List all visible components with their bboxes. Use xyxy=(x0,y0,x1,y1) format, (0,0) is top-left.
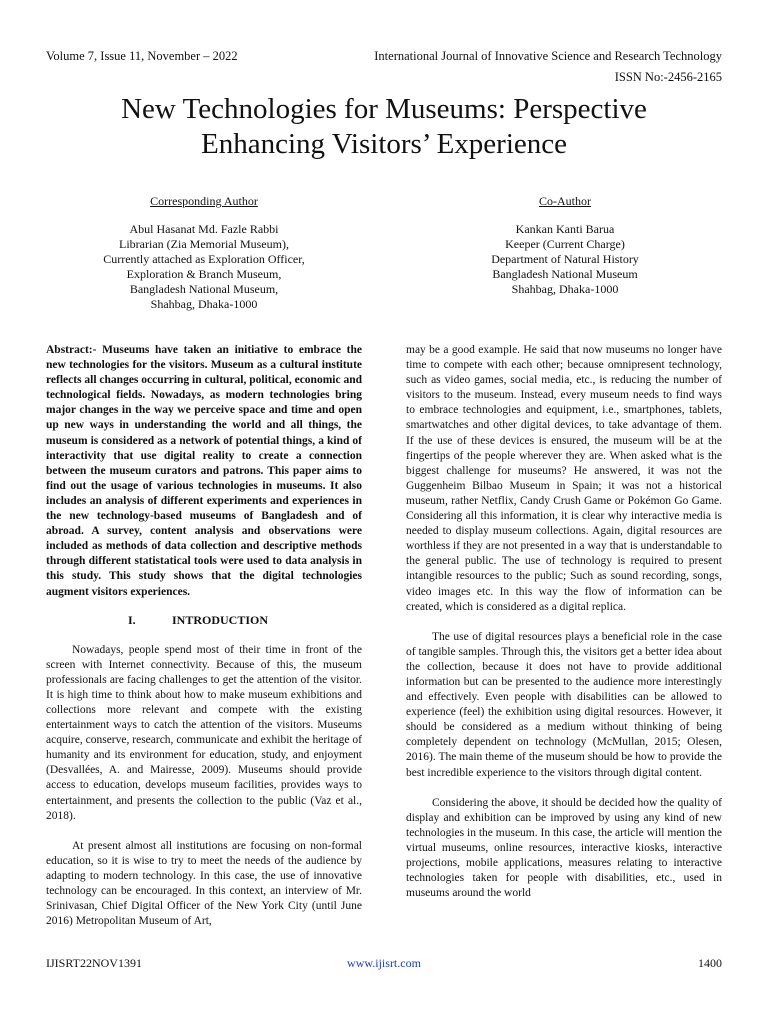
corresponding-author-block xyxy=(64,194,344,312)
abstract: Abstract:- Museums have taken an initiative to embrace the new technologies for the visitors. Museum as a cultural institute reflects all changes occurring in cultural, political, economic and technological fields. Nowadays, as modern technologies bring major changes in the way we perceive space and time and open up new ways in understanding the world and all things, the museum is considered as a network of potential things, a kind of interactivity that use digital reality to create a connection between the museum curators and patrons. This paper aims to find out the usage of various technologies in museums. It also includes an analysis of different experiments and experiences in the new technology-based museums of Bangladesh and of abroad. A survey, content analysis and observations were included as methods of data collection and descriptive methods through different statistatical tools were used to data analysis in this study. This study shows that the digital technologies augment visitors experiences. xyxy=(46,344,363,598)
author-line: Kankan Kanti Barua xyxy=(515,222,615,236)
author-line: Keeper (Current Charge) xyxy=(505,237,625,251)
paper-title xyxy=(60,92,708,162)
right-paragraph-2: The use of digital resources plays a beneficial role in the case of tangible samples. Through this, the visitors get a better idea about the collection, because it does not have to provide additional information but can be presented to the audience more interestingly and effectively. Even people with disabilities can be allowed to experience (feel) the exhibition using digital resources. However, it should be considered as a medium without thinking of being completely dependent on technology (McMullan, 2015; Olesen, 2016). The main theme of the museum should be how to provide the best incredible experience to the visitors through digital content. xyxy=(406,630,722,779)
paper-title-line-2: Enhancing Visitors’ Experience xyxy=(200,128,567,160)
co-author-block xyxy=(425,194,705,297)
author-line: Department of Natural History xyxy=(491,252,639,266)
journal-volume: Volume 7, Issue 11, November – 2022 xyxy=(46,49,238,63)
author-line: Currently attached as Exploration Officer, xyxy=(103,252,305,266)
journal-name: International Journal of Innovative Science and Research Technology xyxy=(374,49,722,63)
co-author-heading: Co-Author xyxy=(539,194,591,208)
intro-paragraph-2: At present almost all institutions are focusing on non-formal education, so it is wise to try to meet the needs of the audience by adapting to modern technology. In this case, the use of innovative technology can be encouraged. In this context, an interview of Mr. Srinivasan, Chief Digital Officer of the New York City (until June 2016) Metropolitan Museum of Art, xyxy=(46,839,362,928)
right-paragraph-1: may be a good example. He said that now museums no longer have time to compete with each other; because omnipresent technology, such as video games, social media, etc., is reducing the number of visitors to the museum. Instead, every museum needs to find ways to embrace technologies and equipment, i.e., smartphones, tablets, smartwatches and other digital devices, to take advantage of them. If the use of these devices is ensured, the museum will be at the fingertips of the people wherever they are. When asked what is the biggest challenge for museums? He answered, it was not the Guggenheim Bilbao Museum in Spain; it was not a historical museum, rather Netflix, Candy Crush Game or Pokémon Go Game. Considering all this information, it is clear why interactive media is needed to display museum collections. Again, digital resources are worthless if they are not presented in a way that is understandable to the general public. The use of technology is required to present intangible resources to the public; Such as sound recording, songs, video images etc. In this way the flow of information can be created, which is considered as a digital replica. xyxy=(406,344,722,613)
author-line: Exploration & Branch Museum, xyxy=(126,267,282,281)
website-link[interactable]: www.ijisrt.com xyxy=(347,956,421,970)
corresponding-author-heading: Corresponding Author xyxy=(150,194,258,208)
paper-title-line-1: New Technologies for Museums: Perspective xyxy=(121,93,647,125)
right-column xyxy=(406,343,722,901)
intro-paragraph-1: Nowadays, people spend most of their time in front of the screen with Internet connectivity. Because of this, the museum professionals are facing challenges to get the attention of the visitor. It is high time to think about how to make museum exhibitions and collections more relevant and compete with the existing entertainment ways to catch the attention of the visitors. Museums acquire, conserve, research, communicate and exhibit the heritage of humanity and its environment for education, study, and enjoyment (Desvallées, A. and Mairesse, 2009). Museums should provide access to education, develops museum facilities, provides ways to entertainment, and presents the collection to the public (Vaz et al., 2018). xyxy=(46,643,362,822)
footer-paper-id: IJISRT22NOV1391 xyxy=(46,956,142,970)
section-number: I. xyxy=(128,612,136,627)
footer-website xyxy=(0,956,768,971)
author-line: Abul Hasanat Md. Fazle Rabbi xyxy=(129,222,279,236)
right-paragraph-3: Considering the above, it should be decided how the quality of display and exhibition can be improved by using any kind of new technologies in the museum. In this case, the article will mention the virtual museums, online resources, interactive kiosks, interactive projections, mobile applications, measures relating to interactive technologies taken for people with disabilities, etc., used in museums around the world xyxy=(406,796,722,900)
author-line: Bangladesh National Museum xyxy=(492,267,638,281)
author-line: Bangladesh National Museum, xyxy=(129,282,279,296)
section-heading-introduction xyxy=(46,613,362,628)
section-title: INTRODUCTION xyxy=(172,612,269,627)
author-line: Librarian (Zia Memorial Museum), xyxy=(119,237,289,251)
author-line: Shahbag, Dhaka-1000 xyxy=(511,282,619,296)
left-column xyxy=(46,343,362,929)
author-line: Shahbag, Dhaka-1000 xyxy=(150,297,258,311)
page-number: 1400 xyxy=(698,956,722,970)
journal-issn: ISSN No:-2456-2165 xyxy=(614,70,722,84)
